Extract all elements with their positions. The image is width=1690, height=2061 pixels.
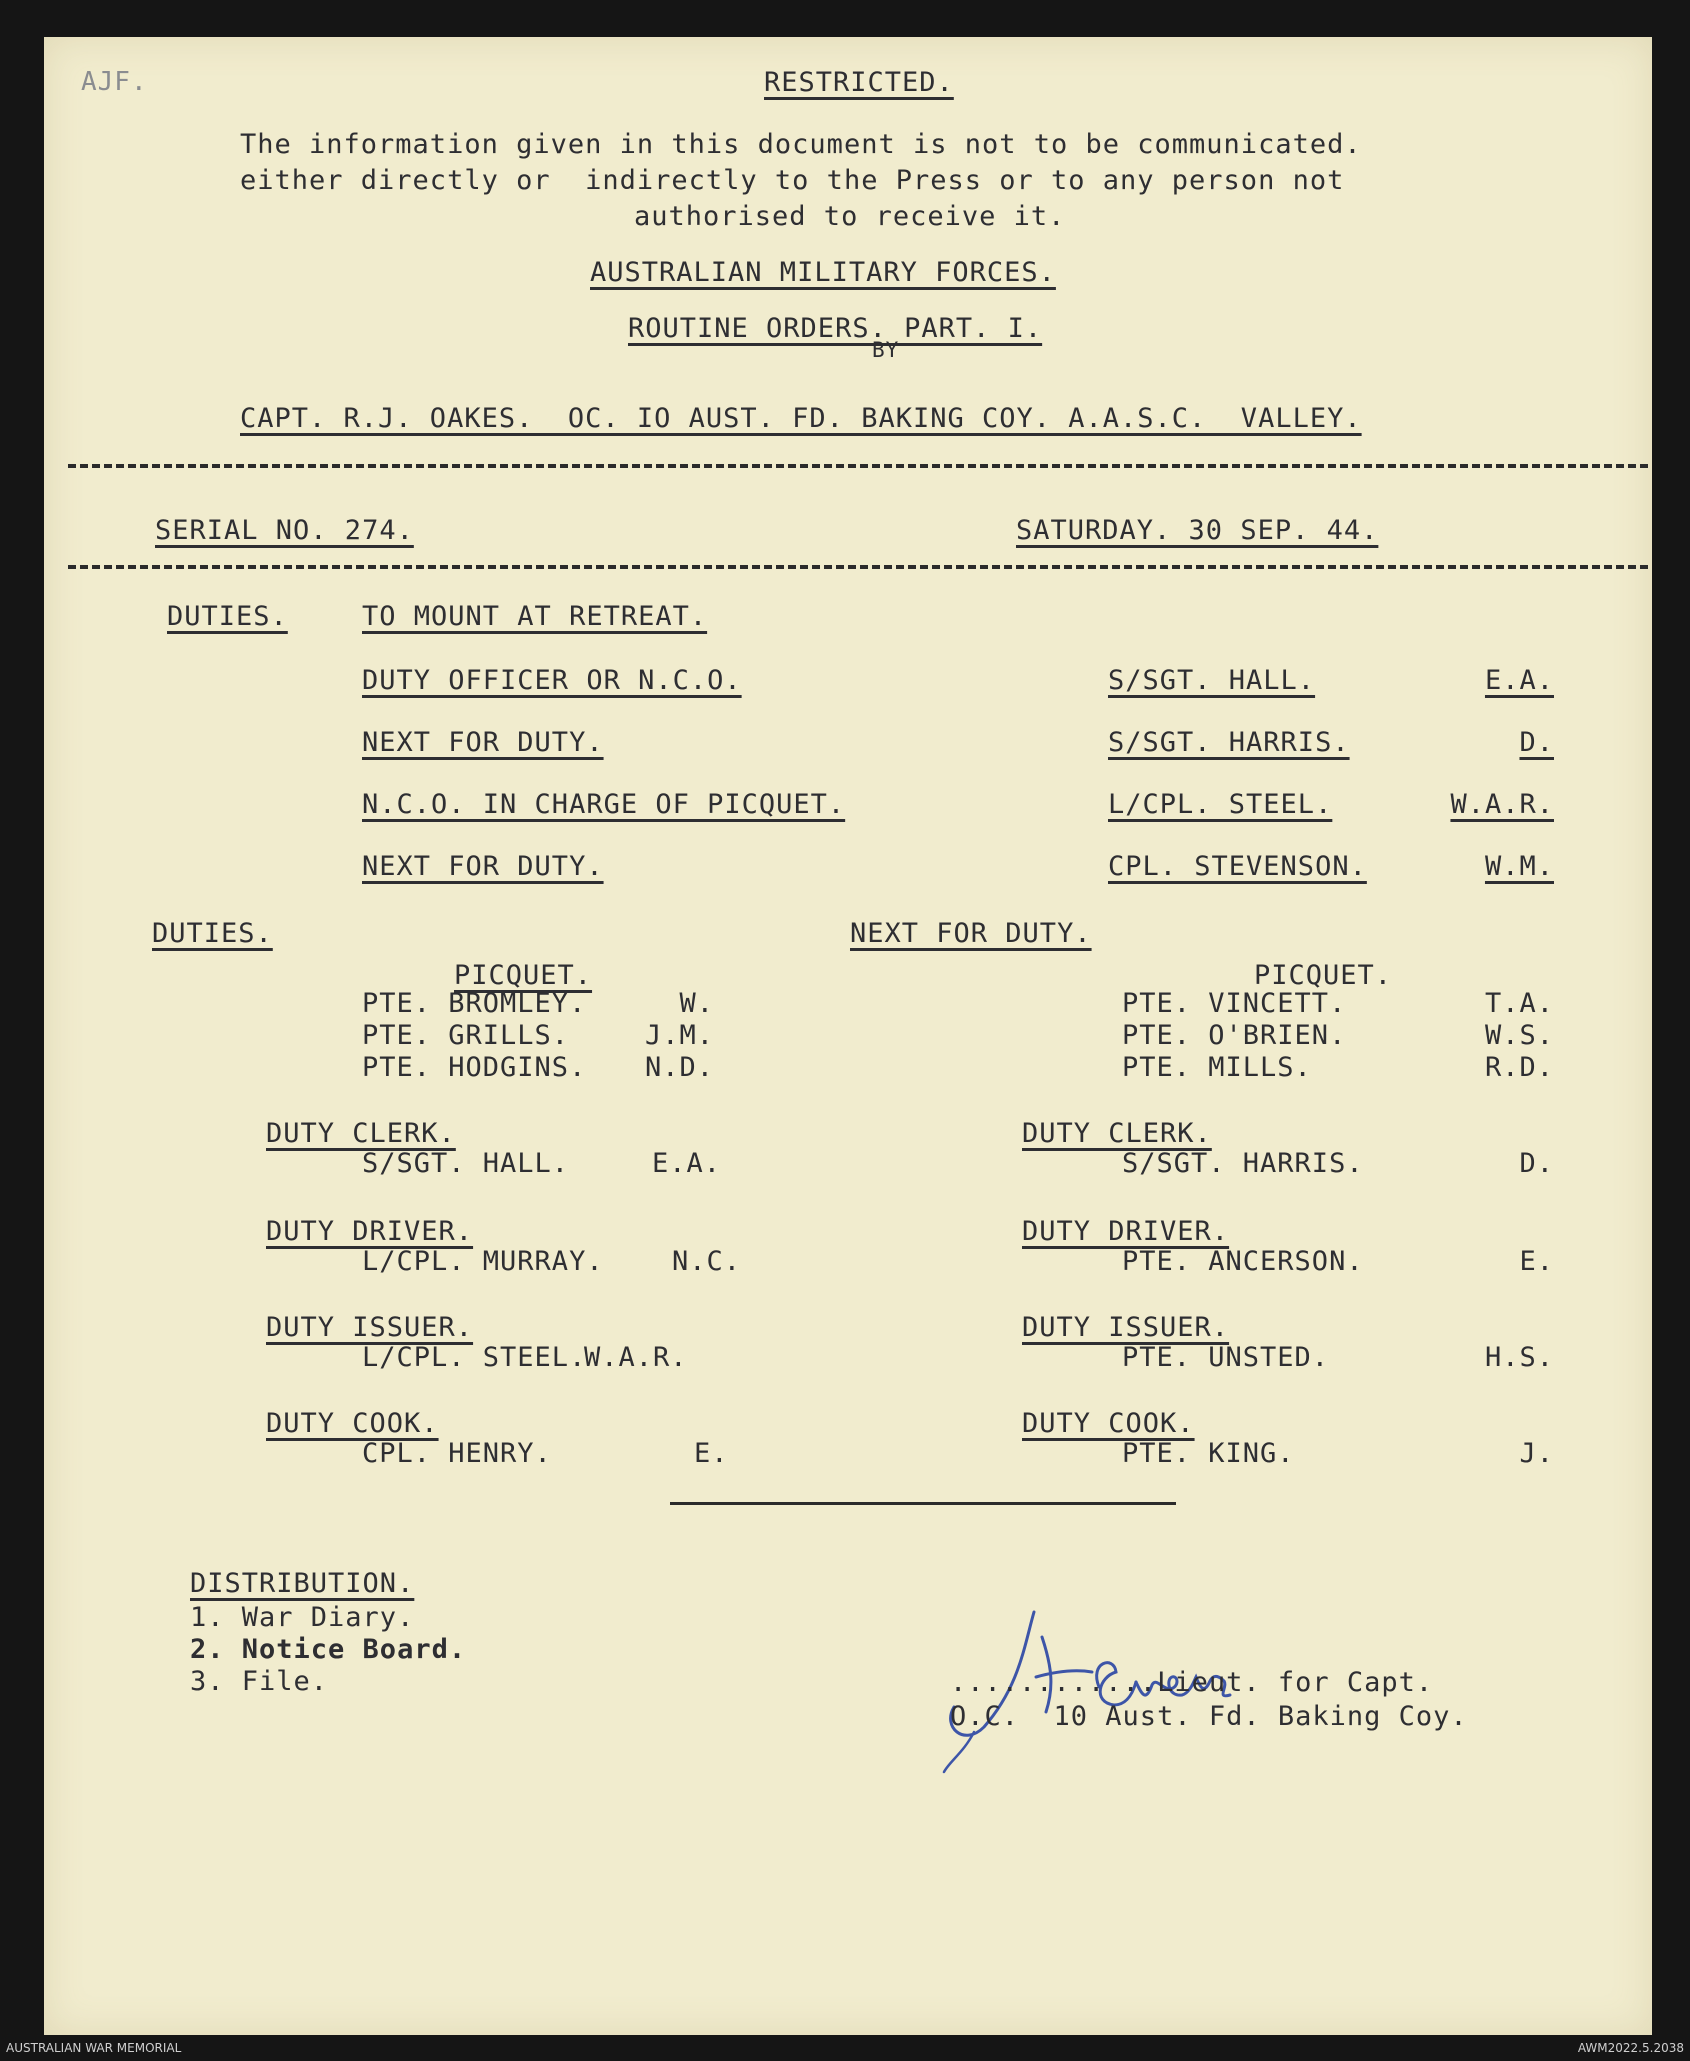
- section-title: DUTY CLERK.: [1022, 1118, 1212, 1149]
- duties-left-label: DUTIES.: [152, 918, 273, 949]
- mount-subhead: TO MOUNT AT RETREAT.: [362, 601, 708, 632]
- section-initials: E.A.: [652, 1148, 722, 1179]
- forces-heading: AUSTRALIAN MILITARY FORCES.: [590, 257, 1056, 288]
- section-title: DUTY ISSUER.: [266, 1312, 474, 1343]
- duty-initials: W.A.R.: [1450, 789, 1554, 820]
- section-name: S/SGT. HALL.: [362, 1148, 570, 1179]
- picquet-initials: W.: [679, 988, 714, 1019]
- duty-name: L/CPL. STEEL.: [1108, 789, 1333, 820]
- issuer-heading: CAPT. R.J. OAKES. OC. IO AUST. FD. BAKING COY. A.A.S.C. VALLEY.: [240, 403, 1362, 434]
- footer-reference: AWM2022.5.2038: [1577, 2041, 1684, 2055]
- section-title: DUTY DRIVER.: [1022, 1216, 1230, 1247]
- divider-top: [68, 464, 1648, 468]
- section-name: S/SGT. HARRIS.: [1122, 1148, 1364, 1179]
- picquet-initials: T.A.: [1484, 988, 1554, 1019]
- section-separator: [670, 1502, 1176, 1505]
- section-title: DUTY ISSUER.: [1022, 1312, 1230, 1343]
- picquet-name: PTE. BROMLEY.: [362, 988, 587, 1019]
- picquet-head-left: PICQUET.: [454, 960, 593, 991]
- divider-bottom: [68, 565, 1648, 569]
- picquet-name: PTE. HODGINS.: [362, 1052, 587, 1083]
- section-initials: E.: [694, 1438, 729, 1469]
- section-name: CPL. HENRY.: [362, 1438, 552, 1469]
- footer-source: AUSTRALIAN WAR MEMORIAL: [6, 2041, 182, 2055]
- section-title: DUTY CLERK.: [266, 1118, 456, 1149]
- distribution-title: DISTRIBUTION.: [190, 1568, 415, 1599]
- orders-heading: ROUTINE ORDERS. PART. I.: [628, 313, 1043, 344]
- document-page: [44, 37, 1652, 2035]
- section-title: DUTY COOK.: [266, 1408, 439, 1439]
- section-name: PTE. ANCERSON.: [1122, 1246, 1364, 1277]
- picquet-initials: N.D.: [644, 1052, 714, 1083]
- by-label: BY: [872, 338, 900, 362]
- duty-initials: W.M.: [1484, 851, 1554, 882]
- picquet-name: PTE. O'BRIEN.: [1122, 1020, 1347, 1051]
- classification-heading: RESTRICTED.: [764, 67, 954, 98]
- duty-name: S/SGT. HALL.: [1108, 665, 1316, 696]
- serial-number: SERIAL NO. 274.: [155, 515, 414, 546]
- section-initials: D.: [1519, 1148, 1554, 1179]
- order-date: SATURDAY. 30 SEP. 44.: [1016, 515, 1379, 546]
- picquet-head-right: PICQUET.: [1254, 960, 1393, 991]
- section-initials: H.S.: [1484, 1342, 1554, 1373]
- distribution-item: 2. Notice Board.: [190, 1634, 467, 1665]
- picquet-initials: J.M.: [644, 1020, 714, 1051]
- duty-name: S/SGT. HARRIS.: [1108, 727, 1350, 758]
- duty-initials: E.A.: [1484, 665, 1554, 696]
- section-initials: E.: [1519, 1246, 1554, 1277]
- section-name: PTE. UNSTED.: [1122, 1342, 1330, 1373]
- distribution-item: 3. File.: [190, 1666, 329, 1697]
- section-name: PTE. KING.: [1122, 1438, 1295, 1469]
- picquet-name: PTE. MILLS.: [1122, 1052, 1312, 1083]
- picquet-name: PTE. VINCETT.: [1122, 988, 1347, 1019]
- duty-role: NEXT FOR DUTY.: [362, 851, 604, 882]
- duty-role: DUTY OFFICER OR N.C.O.: [362, 665, 742, 696]
- duty-initials: D.: [1519, 727, 1554, 758]
- warning-line-3: authorised to receive it.: [634, 201, 1066, 232]
- signature-line-1: ............Lieut. for Capt.: [950, 1667, 1434, 1698]
- section-title: DUTY COOK.: [1022, 1408, 1195, 1439]
- duty-role: N.C.O. IN CHARGE OF PICQUET.: [362, 789, 846, 820]
- section-name: L/CPL. MURRAY.: [362, 1246, 604, 1277]
- picquet-name: PTE. GRILLS.: [362, 1020, 570, 1051]
- section-initials: W.A.R.: [584, 1342, 688, 1373]
- duty-role: NEXT FOR DUTY.: [362, 727, 604, 758]
- picquet-initials: R.D.: [1484, 1052, 1554, 1083]
- section-initials: N.C.: [672, 1246, 742, 1277]
- section-name: L/CPL. STEEL.: [362, 1342, 587, 1373]
- next-for-duty-label: NEXT FOR DUTY.: [850, 918, 1092, 949]
- duty-name: CPL. STEVENSON.: [1108, 851, 1367, 882]
- distribution-item: 1. War Diary.: [190, 1602, 415, 1633]
- section-title: DUTY DRIVER.: [266, 1216, 474, 1247]
- warning-line-1: The information given in this document is not to be communicated.: [240, 129, 1362, 160]
- ref-mark: AJF.: [81, 67, 148, 97]
- duties-label: DUTIES.: [167, 601, 288, 632]
- picquet-initials: W.S.: [1484, 1020, 1554, 1051]
- section-initials: J.: [1519, 1438, 1554, 1469]
- warning-line-2: either directly or indirectly to the Press or to any person not: [240, 165, 1345, 196]
- signature-line-2: O.C. 10 Aust. Fd. Baking Coy.: [950, 1701, 1468, 1732]
